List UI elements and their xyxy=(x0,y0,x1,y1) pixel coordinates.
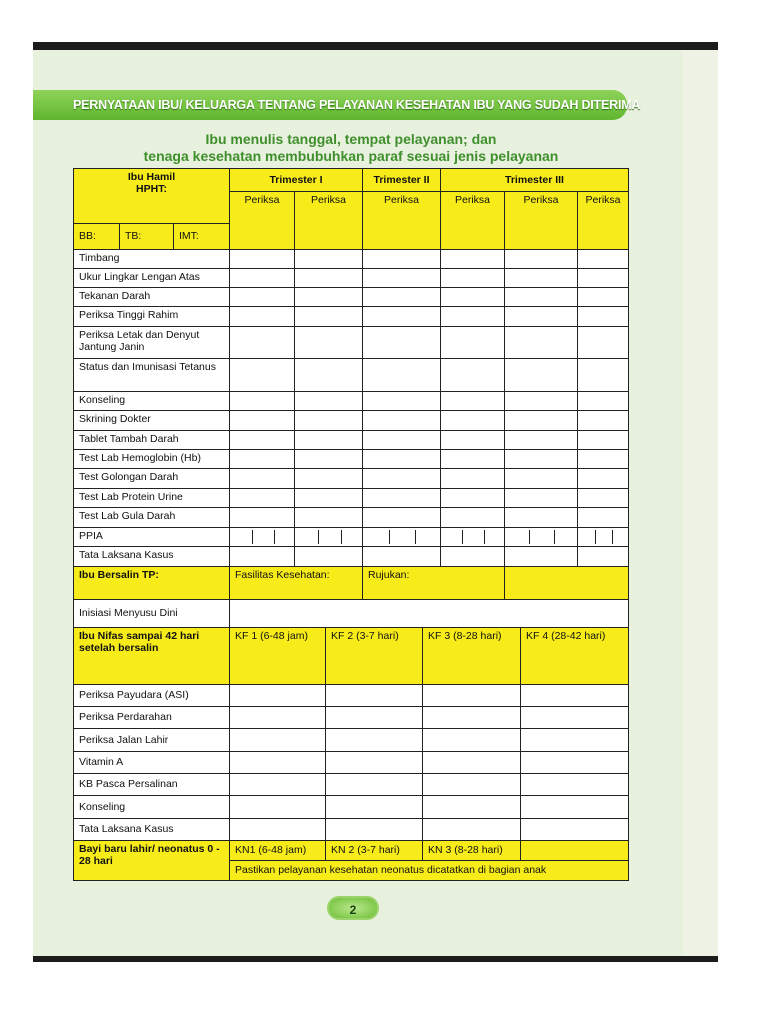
facility-field[interactable]: Fasilitas Kesehatan: xyxy=(229,566,363,600)
ppia-subbox-divider xyxy=(462,530,463,544)
birth-extra-field[interactable] xyxy=(504,566,629,600)
postpartum-row-label: Periksa Jalan Lahir xyxy=(73,728,230,752)
trimester-check-cell[interactable] xyxy=(504,306,578,327)
trimester-check-cell[interactable] xyxy=(362,507,441,528)
bottom-divider xyxy=(33,956,718,962)
kn-empty-header xyxy=(520,840,629,861)
instruction-line-1: Ibu menulis tanggal, tempat pelayanan; dan xyxy=(205,131,497,147)
trimester-check-cell[interactable] xyxy=(577,468,629,489)
trimester-check-cell[interactable] xyxy=(577,268,629,288)
postpartum-check-cell[interactable] xyxy=(229,728,326,752)
trimester-2-header: Trimester II xyxy=(362,168,441,192)
trimester-check-cell[interactable] xyxy=(504,468,578,489)
trimester-check-cell[interactable] xyxy=(440,249,505,269)
trimester-check-cell[interactable] xyxy=(577,326,629,359)
postpartum-check-cell[interactable] xyxy=(325,795,423,819)
maternal-service-form xyxy=(73,168,629,881)
trimester-check-cell[interactable] xyxy=(504,358,578,392)
postpartum-check-cell[interactable] xyxy=(422,706,521,729)
postpartum-label: Ibu Nifas sampai 42 hari setelah bersalin xyxy=(73,627,230,685)
trimester-check-cell[interactable] xyxy=(229,430,295,450)
trimester-check-cell[interactable] xyxy=(504,326,578,359)
postpartum-check-cell[interactable] xyxy=(325,728,423,752)
trimester-check-cell[interactable] xyxy=(294,391,363,411)
trimester-check-cell[interactable] xyxy=(294,268,363,288)
postpartum-row-label: KB Pasca Persalinan xyxy=(73,773,230,796)
trimester-check-cell[interactable] xyxy=(504,449,578,469)
tb-field[interactable]: TB: xyxy=(119,223,174,250)
trimester-check-cell[interactable] xyxy=(294,507,363,528)
trimester-check-cell[interactable] xyxy=(362,326,441,359)
service-row-label: Konseling xyxy=(73,391,230,411)
trimester-check-cell[interactable] xyxy=(294,358,363,392)
trimester-check-cell[interactable] xyxy=(504,488,578,508)
trimester-check-cell[interactable] xyxy=(362,249,441,269)
trimester-check-cell[interactable] xyxy=(294,527,363,547)
trimester-check-cell[interactable] xyxy=(294,287,363,307)
service-row-label: Tablet Tambah Darah xyxy=(73,430,230,450)
trimester-check-cell[interactable] xyxy=(229,488,295,508)
trimester-check-cell[interactable] xyxy=(504,391,578,411)
page-number: 2 xyxy=(327,896,379,920)
newborn-label: Bayi baru lahir/ neonatus 0 - 28 hari xyxy=(73,840,230,881)
ppia-subbox-divider xyxy=(484,530,485,544)
trimester-check-cell[interactable] xyxy=(440,468,505,489)
trimester-check-cell[interactable] xyxy=(504,546,578,567)
trimester-check-cell[interactable] xyxy=(362,268,441,288)
trimester-check-cell[interactable] xyxy=(577,527,629,547)
postpartum-check-cell[interactable] xyxy=(520,751,629,774)
trimester-check-cell[interactable] xyxy=(504,430,578,450)
trimester-check-cell[interactable] xyxy=(577,249,629,269)
ppia-subbox-divider xyxy=(415,530,416,544)
trimester-check-cell[interactable] xyxy=(440,268,505,288)
ppia-subbox-divider xyxy=(252,530,253,544)
trimester-check-cell[interactable] xyxy=(577,287,629,307)
ppia-subbox-divider xyxy=(389,530,390,544)
postpartum-check-cell[interactable] xyxy=(520,795,629,819)
page-title-banner: PERNYATAAN IBU/ KELUARGA TENTANG PELAYANAN KESEHATAN IBU YANG SUDAH DITERIMA xyxy=(33,90,627,120)
trimester-check-cell[interactable] xyxy=(294,546,363,567)
trimester-check-cell[interactable] xyxy=(362,410,441,431)
trimester-check-cell[interactable] xyxy=(294,410,363,431)
trimester-check-cell[interactable] xyxy=(294,306,363,327)
page-margin xyxy=(683,50,718,956)
postpartum-check-cell[interactable] xyxy=(229,751,326,774)
trimester-check-cell[interactable] xyxy=(229,507,295,528)
trimester-check-cell[interactable] xyxy=(229,287,295,307)
postpartum-row-label: Periksa Perdarahan xyxy=(73,706,230,729)
trimester-check-cell[interactable] xyxy=(440,410,505,431)
service-row-label: Test Golongan Darah xyxy=(73,468,230,489)
trimester-check-cell[interactable] xyxy=(229,358,295,392)
trimester-check-cell[interactable] xyxy=(229,527,295,547)
trimester-1-header: Trimester I xyxy=(229,168,363,192)
trimester-check-cell[interactable] xyxy=(362,488,441,508)
postpartum-check-cell[interactable] xyxy=(422,751,521,774)
trimester-check-cell[interactable] xyxy=(440,546,505,567)
service-row-label: Tekanan Darah xyxy=(73,287,230,307)
postpartum-check-cell[interactable] xyxy=(422,773,521,796)
periksa-header: Periksa xyxy=(504,191,578,250)
trimester-check-cell[interactable] xyxy=(362,527,441,547)
ppia-subbox-divider xyxy=(341,530,342,544)
instruction-line-2: tenaga kesehatan membubuhkan paraf sesuai jenis pelayanan xyxy=(143,148,559,164)
trimester-check-cell[interactable] xyxy=(577,488,629,508)
trimester-check-cell[interactable] xyxy=(440,391,505,411)
postpartum-row-label: Vitamin A xyxy=(73,751,230,774)
trimester-check-cell[interactable] xyxy=(294,430,363,450)
imt-field[interactable]: IMT: xyxy=(173,223,230,250)
ppia-subbox-divider xyxy=(612,530,613,544)
trimester-check-cell[interactable] xyxy=(229,268,295,288)
trimester-check-cell[interactable] xyxy=(362,306,441,327)
postpartum-row-label: Periksa Payudara (ASI) xyxy=(73,684,230,707)
ppia-subbox-divider xyxy=(595,530,596,544)
postpartum-check-cell[interactable] xyxy=(520,706,629,729)
postpartum-check-cell[interactable] xyxy=(422,728,521,752)
imd-label: Inisiasi Menyusu Dini xyxy=(73,599,230,628)
service-row-label: Test Lab Hemoglobin (Hb) xyxy=(73,449,230,469)
service-row-label: Ukur Lingkar Lengan Atas xyxy=(73,268,230,288)
trimester-check-cell[interactable] xyxy=(577,507,629,528)
periksa-header: Periksa xyxy=(577,191,629,250)
trimester-check-cell[interactable] xyxy=(577,410,629,431)
pregnancy-title: Ibu Hamil xyxy=(127,171,176,183)
trimester-check-cell[interactable] xyxy=(229,449,295,469)
hpht-label: HPHT: xyxy=(136,183,167,195)
kf-header: KF 2 (3-7 hari) xyxy=(325,627,423,685)
kn-header: KN1 (6-48 jam) xyxy=(229,840,326,861)
service-row-label: Periksa Tinggi Rahim xyxy=(73,306,230,327)
trimester-check-cell[interactable] xyxy=(229,306,295,327)
trimester-check-cell[interactable] xyxy=(440,488,505,508)
postpartum-check-cell[interactable] xyxy=(520,684,629,707)
trimester-check-cell[interactable] xyxy=(229,546,295,567)
trimester-3-header: Trimester III xyxy=(440,168,629,192)
trimester-check-cell[interactable] xyxy=(440,527,505,547)
trimester-check-cell[interactable] xyxy=(229,468,295,489)
trimester-check-cell[interactable] xyxy=(440,449,505,469)
trimester-check-cell[interactable] xyxy=(294,249,363,269)
trimester-check-cell[interactable] xyxy=(504,268,578,288)
trimester-check-cell[interactable] xyxy=(229,391,295,411)
kf-header: KF 1 (6-48 jam) xyxy=(229,627,326,685)
trimester-check-cell[interactable] xyxy=(440,326,505,359)
postpartum-check-cell[interactable] xyxy=(422,795,521,819)
postpartum-check-cell[interactable] xyxy=(229,773,326,796)
postpartum-check-cell[interactable] xyxy=(325,684,423,707)
pregnancy-header xyxy=(73,168,230,224)
postpartum-check-cell[interactable] xyxy=(422,818,521,841)
postpartum-row-label: Tata Laksana Kasus xyxy=(73,818,230,841)
service-row-label: Periksa Letak dan Denyut Jantung Janin xyxy=(73,326,230,359)
trimester-check-cell[interactable] xyxy=(362,391,441,411)
ppia-subbox-divider xyxy=(529,530,530,544)
birth-label: Ibu Bersalin TP: xyxy=(73,566,230,600)
trimester-check-cell[interactable] xyxy=(362,287,441,307)
postpartum-check-cell[interactable] xyxy=(520,773,629,796)
trimester-check-cell[interactable] xyxy=(362,449,441,469)
trimester-check-cell[interactable] xyxy=(294,468,363,489)
periksa-header: Periksa xyxy=(294,191,363,250)
postpartum-row-label: Konseling xyxy=(73,795,230,819)
postpartum-check-cell[interactable] xyxy=(229,684,326,707)
postpartum-check-cell[interactable] xyxy=(229,706,326,729)
trimester-check-cell[interactable] xyxy=(577,358,629,392)
postpartum-check-cell[interactable] xyxy=(520,728,629,752)
trimester-check-cell[interactable] xyxy=(229,249,295,269)
trimester-check-cell[interactable] xyxy=(577,449,629,469)
trimester-check-cell[interactable] xyxy=(577,306,629,327)
ppia-subbox-divider xyxy=(274,530,275,544)
service-row-label: Status dan Imunisasi Tetanus xyxy=(73,358,230,392)
trimester-check-cell[interactable] xyxy=(229,326,295,359)
trimester-check-cell[interactable] xyxy=(294,488,363,508)
ppia-subbox-divider xyxy=(554,530,555,544)
bb-field[interactable]: BB: xyxy=(73,223,120,250)
postpartum-check-cell[interactable] xyxy=(325,751,423,774)
postpartum-check-cell[interactable] xyxy=(520,818,629,841)
trimester-check-cell[interactable] xyxy=(504,507,578,528)
postpartum-check-cell[interactable] xyxy=(229,818,326,841)
service-row-label: Test Lab Protein Urine xyxy=(73,488,230,508)
postpartum-check-cell[interactable] xyxy=(229,795,326,819)
postpartum-check-cell[interactable] xyxy=(325,773,423,796)
postpartum-check-cell[interactable] xyxy=(325,706,423,729)
trimester-check-cell[interactable] xyxy=(440,430,505,450)
trimester-check-cell[interactable] xyxy=(577,430,629,450)
top-divider xyxy=(33,42,718,50)
trimester-check-cell[interactable] xyxy=(362,358,441,392)
trimester-check-cell[interactable] xyxy=(440,287,505,307)
trimester-check-cell[interactable] xyxy=(504,287,578,307)
trimester-check-cell[interactable] xyxy=(294,326,363,359)
ppia-subbox-divider xyxy=(318,530,319,544)
trimester-check-cell[interactable] xyxy=(440,306,505,327)
trimester-check-cell[interactable] xyxy=(504,527,578,547)
trimester-check-cell[interactable] xyxy=(362,430,441,450)
trimester-check-cell[interactable] xyxy=(577,546,629,567)
newborn-note: Pastikan pelayanan kesehatan neonatus dicatatkan di bagian anak xyxy=(229,860,629,881)
periksa-header: Periksa xyxy=(229,191,295,250)
service-row-label: Timbang xyxy=(73,249,230,269)
trimester-check-cell[interactable] xyxy=(440,507,505,528)
service-row-label: Tata Laksana Kasus xyxy=(73,546,230,567)
kn-header: KN 3 (8-28 hari) xyxy=(422,840,521,861)
postpartum-check-cell[interactable] xyxy=(325,818,423,841)
service-row-label: Skrining Dokter xyxy=(73,410,230,431)
periksa-header: Periksa xyxy=(440,191,505,250)
trimester-check-cell[interactable] xyxy=(440,358,505,392)
service-row-label: Test Lab Gula Darah xyxy=(73,507,230,528)
trimester-check-cell[interactable] xyxy=(362,546,441,567)
kn-header: KN 2 (3-7 hari) xyxy=(325,840,423,861)
postpartum-check-cell[interactable] xyxy=(422,684,521,707)
trimester-check-cell[interactable] xyxy=(229,410,295,431)
kf-header: KF 4 (28-42 hari) xyxy=(520,627,629,685)
imd-field[interactable] xyxy=(229,599,629,628)
periksa-header: Periksa xyxy=(362,191,441,250)
kf-header: KF 3 (8-28 hari) xyxy=(422,627,521,685)
trimester-check-cell[interactable] xyxy=(577,391,629,411)
trimester-check-cell[interactable] xyxy=(294,449,363,469)
trimester-check-cell[interactable] xyxy=(504,249,578,269)
referral-field[interactable]: Rujukan: xyxy=(362,566,505,600)
trimester-check-cell[interactable] xyxy=(362,468,441,489)
trimester-check-cell[interactable] xyxy=(504,410,578,431)
service-row-label: PPIA xyxy=(73,527,230,547)
